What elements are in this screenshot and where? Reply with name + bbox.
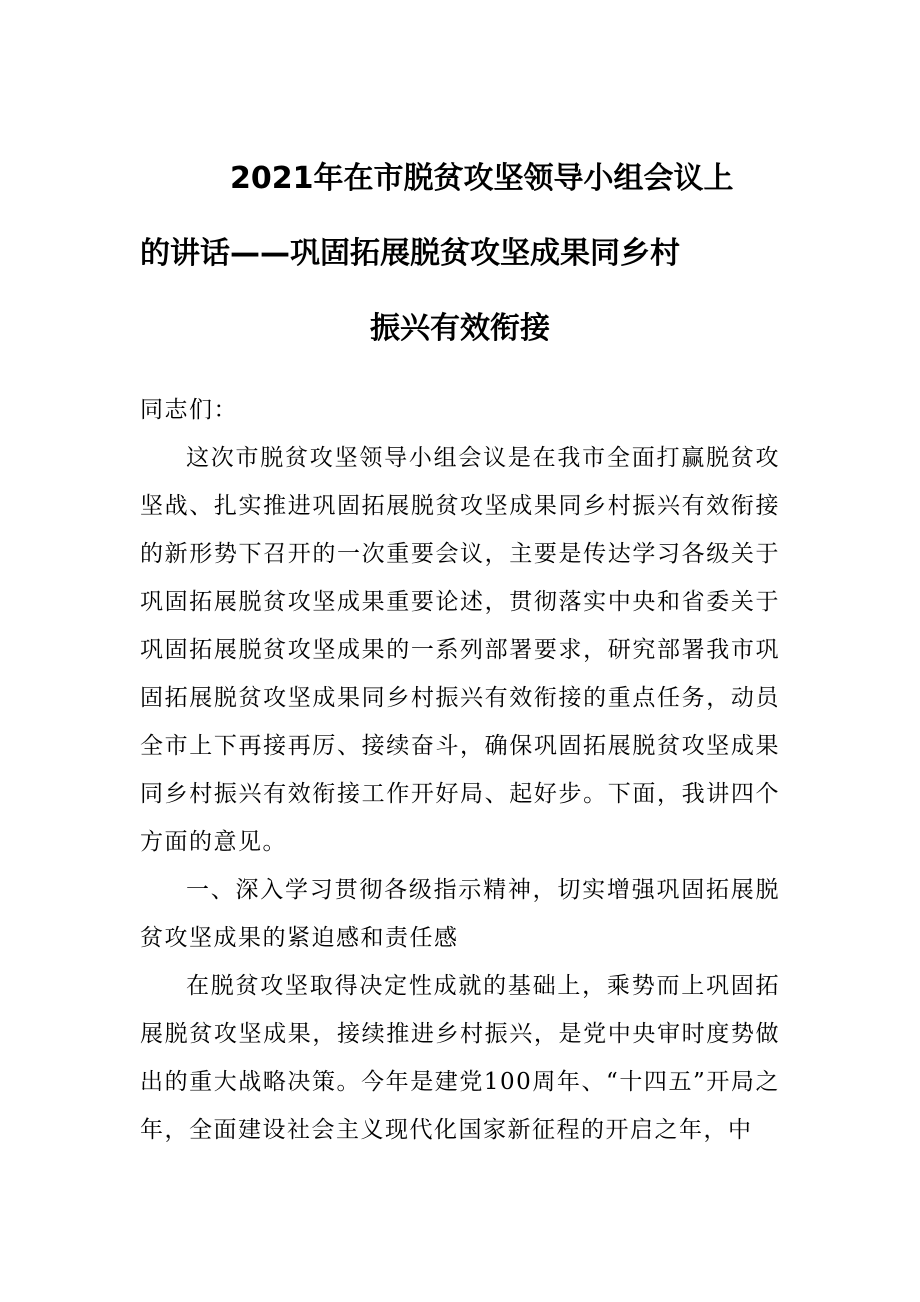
paragraph-section-1: 在脱贫攻坚取得决定性成就的基础上，乘势而上巩固拓展脱贫攻坚成果，接续推进乡村振兴，是党中央审时度势做出的重大战略决策。今年是建党100周年、“十四五”开局之年，全面建设社会主义现代化国家新征程的开启之年，中 [140, 973, 780, 1143]
salutation: 同志们： [140, 397, 238, 423]
title-line-2: 的讲话——巩固拓展脱贫攻坚成果同乡村 [140, 236, 680, 271]
section-heading-1: 一、深入学习贯彻各级指示精神，切实增强巩固拓展脱贫攻坚成果的紧迫感和责任感 [140, 877, 780, 951]
document-title [140, 148, 780, 373]
document-body [140, 386, 780, 1154]
paragraph-opening: 这次市脱贫攻坚领导小组会议是在我市全面打赢脱贫攻坚战、扎实推进巩固拓展脱贫攻坚成果同乡村振兴有效衔接的新形势下召开的一次重要会议，主要是传达学习各级关于巩固拓展脱贫攻坚成果重要论述，贯彻落实中央和省委关于巩固拓展脱贫攻坚成果的一系列部署要求，研究部署我市巩固拓展脱贫攻坚成果同乡村振兴有效衔接的重点任务，动员全市上下再接再厉、接续奋斗，确保巩固拓展脱贫攻坚成果同乡村振兴有效衔接工作开好局、起好步。下面，我讲四个方面的意见。 [140, 445, 780, 855]
title-line-3: 振兴有效衔接 [370, 311, 550, 346]
title-line-1: 2021年在市脱贫攻坚领导小组会议上 [230, 161, 734, 196]
